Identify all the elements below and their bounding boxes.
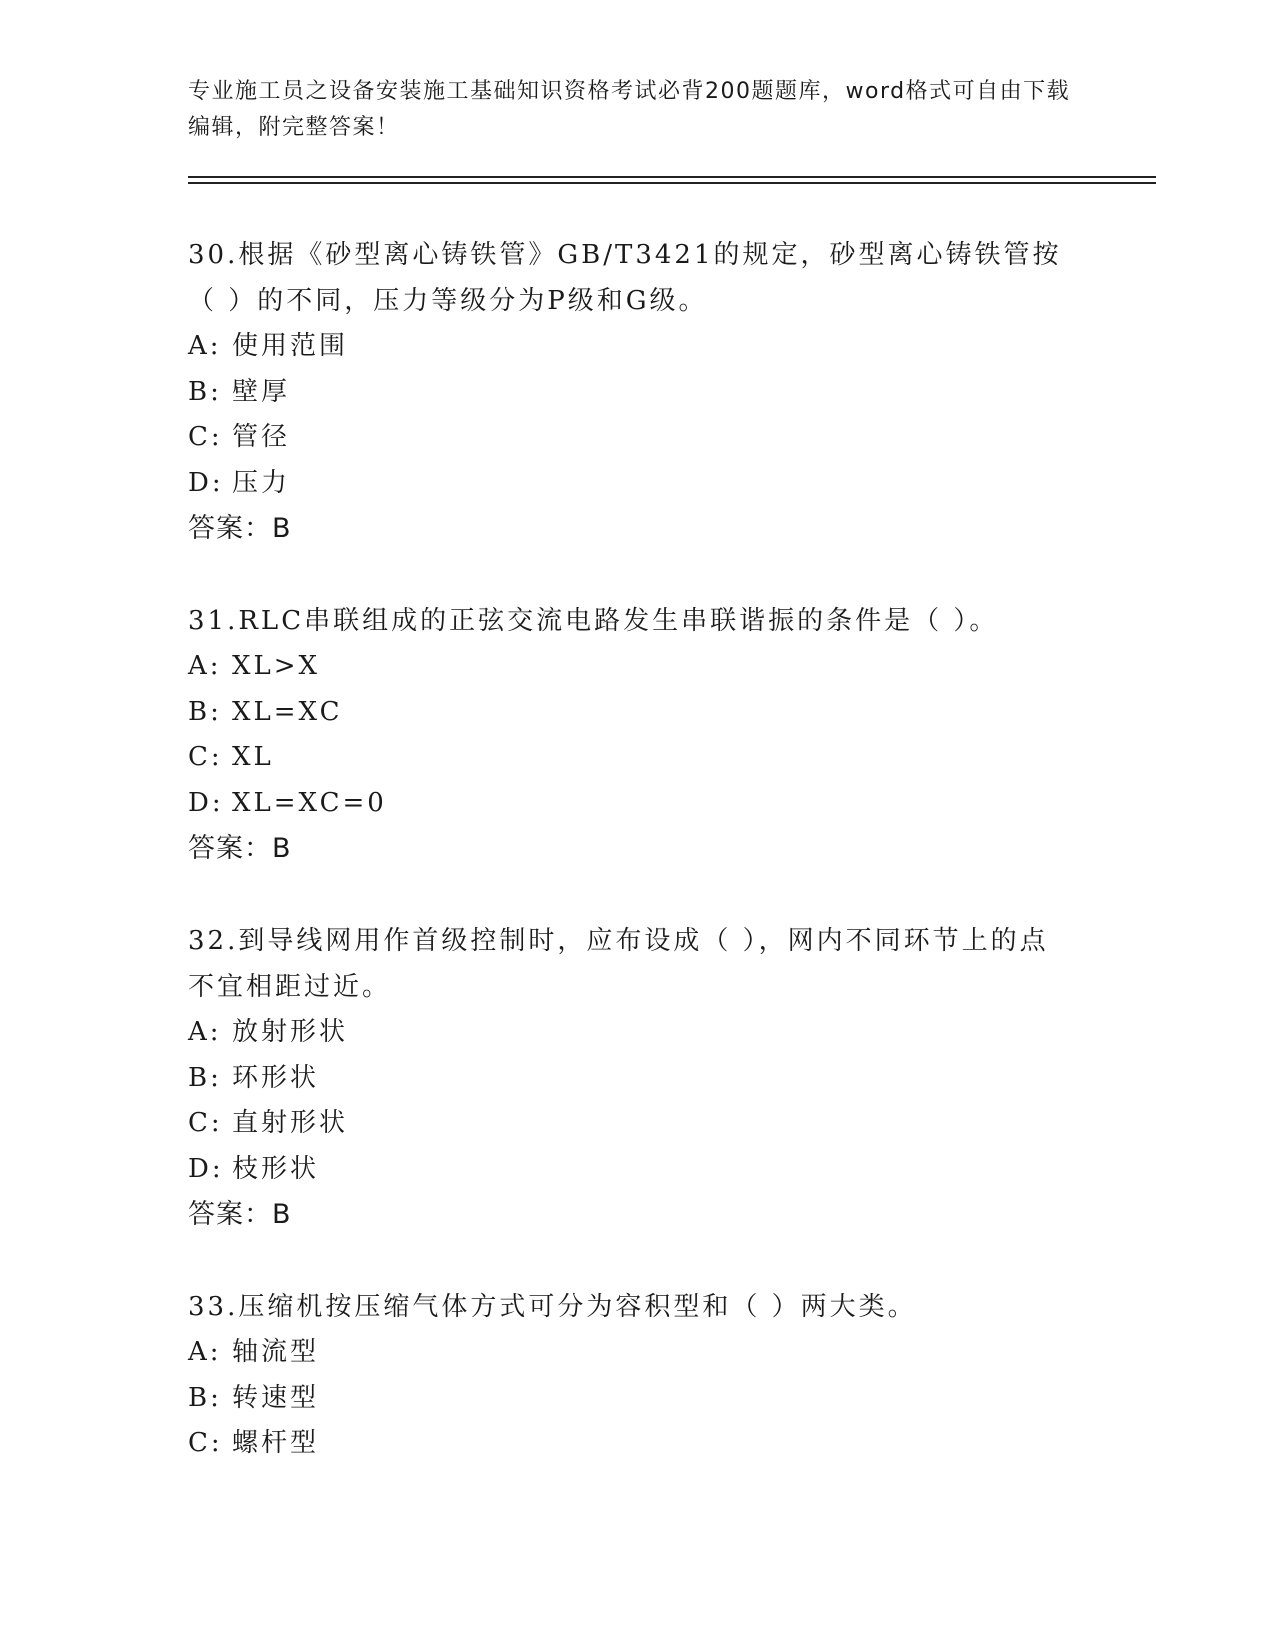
- option-letter: B:: [188, 376, 222, 407]
- option-a: [188, 1330, 1068, 1376]
- option-letter: B:: [188, 1062, 222, 1093]
- option-a: [188, 644, 1068, 690]
- option-text: 螺杆型: [232, 1428, 320, 1458]
- option-text: 枝形状: [232, 1153, 320, 1184]
- option-b: [188, 370, 1068, 416]
- option-text: 放射形状: [232, 1017, 349, 1047]
- option-text: 壁厚: [232, 376, 291, 407]
- question-31: [188, 598, 1068, 872]
- option-letter: B:: [188, 696, 222, 727]
- answer-line: 答案：B: [188, 833, 292, 864]
- option-c: [188, 1421, 1068, 1467]
- question-stem: 31.RLC串联组成的正弦交流电路发生串联谐振的条件是（ ）。: [188, 606, 999, 636]
- question-stem: 30.根据《砂型离心铸铁管》GB/T3421的规定，砂型离心铸铁管按（ ）的不同，压力等级分为P级和G级。: [188, 240, 1062, 316]
- option-letter: A:: [188, 1337, 222, 1367]
- option-text: 管径: [232, 422, 291, 452]
- option-letter: B:: [188, 1382, 222, 1413]
- header-divider-bottom: [188, 182, 1156, 184]
- question-list: [188, 232, 1068, 1513]
- option-text: XL: [232, 742, 274, 772]
- header-divider-top: [188, 176, 1156, 178]
- answer-line: 答案：B: [188, 1199, 292, 1230]
- option-text: XL=XC: [232, 696, 343, 727]
- question-30: [188, 232, 1068, 552]
- option-c: [188, 1101, 1068, 1147]
- option-letter: C:: [188, 1428, 223, 1458]
- option-text: 直射形状: [232, 1108, 349, 1138]
- question-stem: 33.压缩机按压缩气体方式可分为容积型和（ ）两大类。: [188, 1292, 917, 1322]
- option-b: [188, 1056, 1068, 1102]
- question-33: [188, 1284, 1068, 1467]
- option-text: XL>X: [232, 651, 321, 681]
- option-d: [188, 1147, 1068, 1193]
- option-letter: A:: [188, 1017, 222, 1047]
- option-letter: C:: [188, 422, 223, 452]
- document-header: [188, 74, 1088, 146]
- option-letter: D:: [188, 787, 224, 818]
- option-text: XL=XC=0: [232, 787, 387, 818]
- option-letter: D:: [188, 467, 224, 498]
- header-title: 专业施工员之设备安装施工基础知识资格考试必背200题题库，word格式可自由下载编辑，附完整答案！: [188, 79, 1071, 140]
- option-text: 轴流型: [232, 1337, 320, 1367]
- option-text: 转速型: [232, 1382, 320, 1413]
- option-c: [188, 415, 1068, 461]
- question-stem: 32.到导线网用作首级控制时，应布设成（ ），网内不同环节上的点不宜相距过近。: [188, 926, 1049, 1002]
- option-b: [188, 690, 1068, 736]
- option-c: [188, 735, 1068, 781]
- option-text: 压力: [232, 467, 291, 498]
- option-a: [188, 324, 1068, 370]
- option-b: [188, 1376, 1068, 1422]
- option-text: 使用范围: [232, 331, 349, 361]
- answer-line: 答案：B: [188, 513, 292, 544]
- option-text: 环形状: [232, 1062, 320, 1093]
- option-letter: C:: [188, 1108, 223, 1138]
- option-letter: C:: [188, 742, 223, 772]
- option-d: [188, 461, 1068, 507]
- question-32: [188, 918, 1068, 1238]
- option-letter: D:: [188, 1153, 224, 1184]
- option-letter: A:: [188, 651, 222, 681]
- option-letter: A:: [188, 331, 222, 361]
- option-a: [188, 1010, 1068, 1056]
- option-d: [188, 781, 1068, 827]
